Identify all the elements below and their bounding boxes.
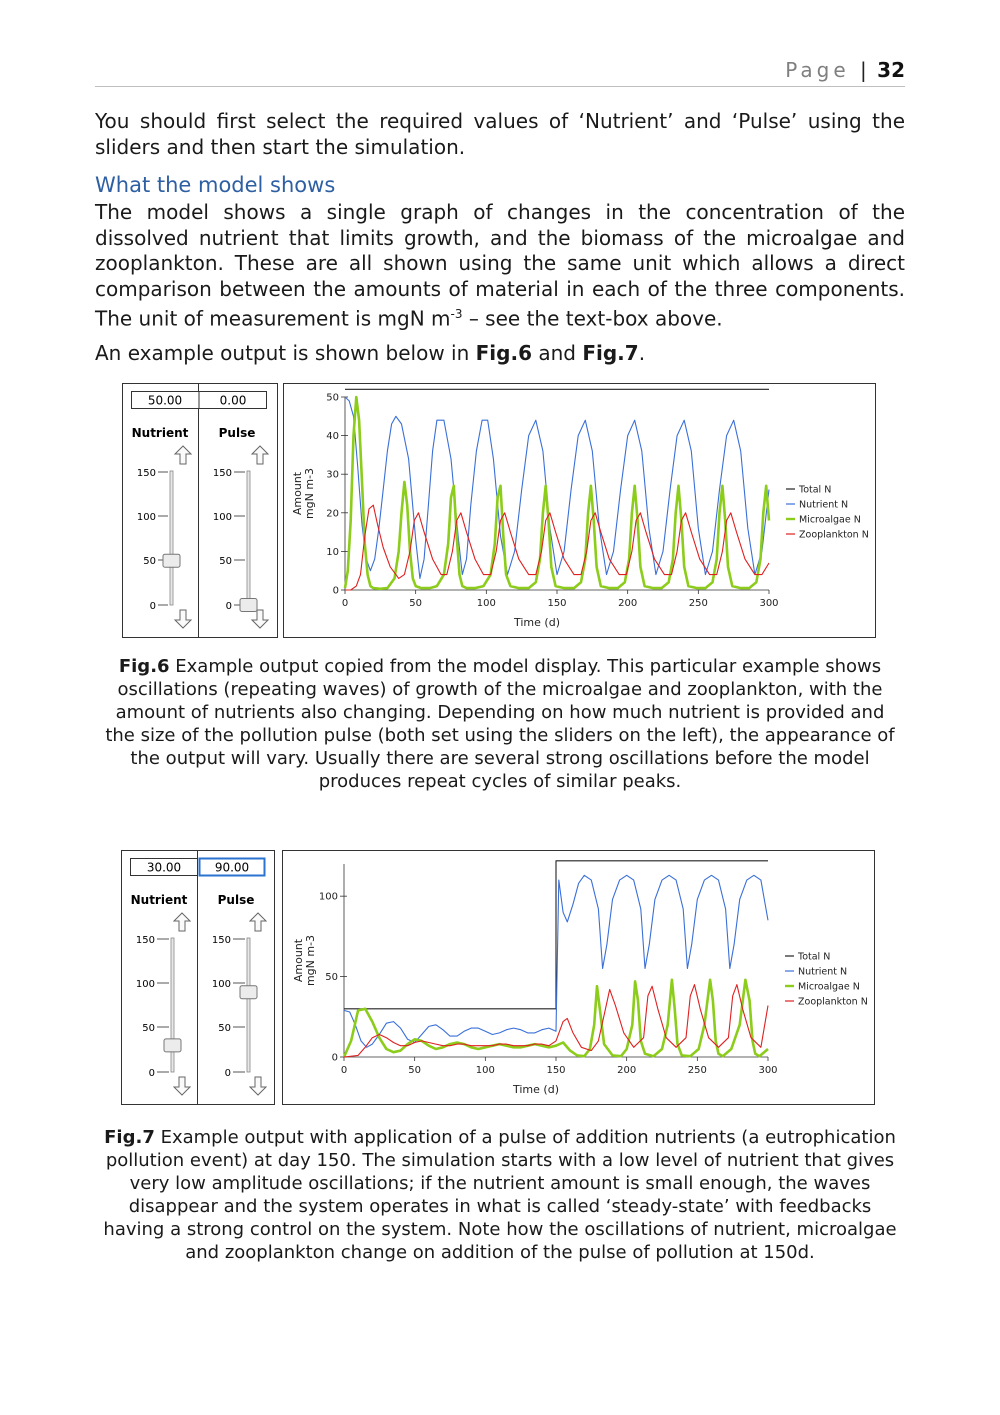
nutrient-slider-track[interactable] [170, 471, 173, 605]
x-axis-label: Time (d) [514, 616, 560, 629]
nutrient-slider-knob[interactable] [163, 554, 180, 567]
legend-label-total: Total N [798, 951, 831, 963]
fig7-caption-label: Fig.7 [104, 1127, 155, 1148]
x-tick-label: 250 [687, 1065, 707, 1076]
chart-frame [283, 851, 875, 1105]
scale-label-100: 100 [136, 512, 156, 523]
scale-label-100: 100 [135, 979, 155, 990]
scale-label-100: 100 [212, 512, 232, 523]
scale-label-150: 150 [211, 935, 231, 946]
scale-label-50: 50 [143, 556, 156, 567]
scale-label-100: 100 [211, 979, 231, 990]
y-tick-label: 20 [326, 508, 339, 520]
x-tick-label: 0 [341, 598, 349, 609]
y-tick-label: 50 [325, 972, 338, 984]
y-tick-label: 100 [318, 891, 338, 903]
model-description-paragraph [95, 200, 905, 332]
scale-label-150: 150 [136, 468, 156, 479]
fig6-control-panel [122, 383, 278, 638]
nutrient-slider-knob[interactable] [164, 1039, 181, 1052]
x-tick-label: 200 [618, 598, 638, 609]
x-tick-label: 200 [617, 1065, 637, 1076]
pulse-value-field[interactable]: 0.00 [219, 393, 247, 408]
pulse-label: Pulse [218, 426, 256, 440]
nutrient-label: Nutrient [131, 426, 189, 440]
legend-label-algae: Microalgae N [798, 981, 860, 993]
fig7-caption [100, 1126, 900, 1264]
fig7-chart [282, 850, 875, 1105]
pulse-slider-track[interactable] [247, 938, 250, 1072]
description-text: The model shows a single graph of changes in the concentration of the dissolved nutrient that limits growth, and the biomass of the microalgae and zooplankton. These are all shown using the same unit which allows a direct comparison between the amounts of material in each of the three components. The unit of measurement is mgN m [95, 200, 905, 331]
legend-label-nutrient: Nutrient N [798, 966, 848, 978]
scale-label-0: 0 [148, 1068, 155, 1079]
scale-label-0: 0 [224, 1068, 231, 1079]
legend-label-total: Total N [799, 484, 832, 496]
x-tick-label: 0 [340, 1065, 348, 1076]
description-text-end: – see the text-box above. [462, 306, 723, 331]
nutrient-value-field[interactable]: 30.00 [146, 860, 182, 875]
fig7-controls [121, 850, 275, 1105]
x-tick-label: 300 [759, 598, 779, 609]
y-tick-label: 10 [326, 546, 339, 558]
fig6-caption-text: Example output copied from the model display. This particular example shows oscillations (repeating waves) of growth of the microalgae and zooplankton, with the amount of nutrients also changing. Depending on how much nutrient is provided and the size of the pollution pulse (both set using the sliders on the left), the appearance of the output will vary. Usually there are several strong oscillations before the model produces repeat cycles of similar peaks. [105, 656, 895, 792]
y-tick-label: 0 [331, 1052, 338, 1064]
x-tick-label: 250 [688, 598, 708, 609]
fig6-caption-label: Fig.6 [118, 656, 170, 677]
y-axis-label-line: mgN m-3 [304, 934, 317, 987]
y-axis-label-line: Amount [291, 471, 304, 516]
pulse-slider-knob[interactable] [240, 599, 257, 612]
scale-label-50: 50 [219, 556, 232, 567]
nutrient-value-field[interactable]: 50.00 [147, 393, 183, 408]
fig7-caption-text: Example output with application of a pulse of addition nutrients (a eutrophication pollution event) at day 150. The simulation starts with a low level of nutrient that gives very low amplitude oscillations; if the nutrient amount is small enough, the waves disappear and the system operates in what is called ‘steady-state’ with feedbacks having a strong control on the system. Note how the oscillations of nutrient, microalgae and zooplankton change on addition of the pulse of pollution at 150d. [103, 1127, 897, 1263]
y-axis-label-line: Amount [292, 938, 305, 983]
intro-paragraph: You should first select the required values of ‘Nutrient’ and ‘Pulse’ using the sliders and then start the simulation. [95, 109, 905, 159]
page-number: 32 [877, 58, 905, 82]
scale-label-0: 0 [225, 601, 232, 612]
fig6-controls [122, 383, 278, 638]
nutrient-label: Nutrient [130, 893, 188, 907]
chart-frame [284, 384, 876, 638]
pulse-value-field[interactable]: 90.00 [214, 860, 250, 875]
page-separator: | [860, 58, 867, 82]
scale-label-50: 50 [142, 1023, 155, 1034]
example-text: An example output is shown below in [95, 341, 476, 365]
y-axis-label [291, 468, 316, 519]
legend-label-algae: Microalgae N [799, 514, 861, 526]
x-tick-label: 100 [476, 598, 496, 609]
unit-superscript: -3 [450, 307, 463, 321]
fig6-reference: Fig.6 [475, 341, 532, 365]
pulse-label: Pulse [217, 893, 255, 907]
legend-label-nutrient: Nutrient N [799, 499, 849, 511]
y-tick-label: 30 [326, 469, 339, 481]
scale-label-150: 150 [212, 468, 232, 479]
y-tick-label: 0 [332, 585, 339, 597]
scale-label-0: 0 [149, 601, 156, 612]
pulse-slider-knob[interactable] [240, 986, 257, 999]
fig6-chart [283, 383, 876, 638]
x-tick-label: 150 [547, 598, 567, 609]
section-heading: What the model shows [95, 173, 336, 197]
period-text: . [638, 341, 646, 365]
y-tick-label: 40 [326, 431, 339, 443]
scale-label-150: 150 [135, 935, 155, 946]
x-tick-label: 50 [408, 1065, 422, 1076]
fig6-chart-svg [283, 383, 876, 638]
x-tick-label: 100 [475, 1065, 495, 1076]
and-text: and [532, 341, 583, 365]
legend-label-zoo: Zooplankton N [799, 529, 869, 541]
fig6-caption [100, 655, 900, 793]
y-tick-label: 50 [326, 392, 339, 404]
page-label: Page [785, 58, 850, 82]
fig7-chart-svg [282, 850, 875, 1105]
legend-label-zoo: Zooplankton N [798, 996, 868, 1008]
fig7-control-panel [121, 850, 275, 1105]
x-axis-label: Time (d) [513, 1083, 559, 1096]
page-header [95, 58, 905, 87]
example-output-paragraph [95, 341, 905, 367]
pulse-slider-track[interactable] [247, 471, 250, 605]
x-tick-label: 50 [409, 598, 423, 609]
y-axis-label-line: mgN m-3 [303, 467, 316, 520]
fig7-reference: Fig.7 [582, 341, 639, 365]
y-axis-label [292, 935, 317, 986]
scale-label-50: 50 [218, 1023, 231, 1034]
x-tick-label: 150 [546, 1065, 566, 1076]
x-tick-label: 300 [758, 1065, 778, 1076]
